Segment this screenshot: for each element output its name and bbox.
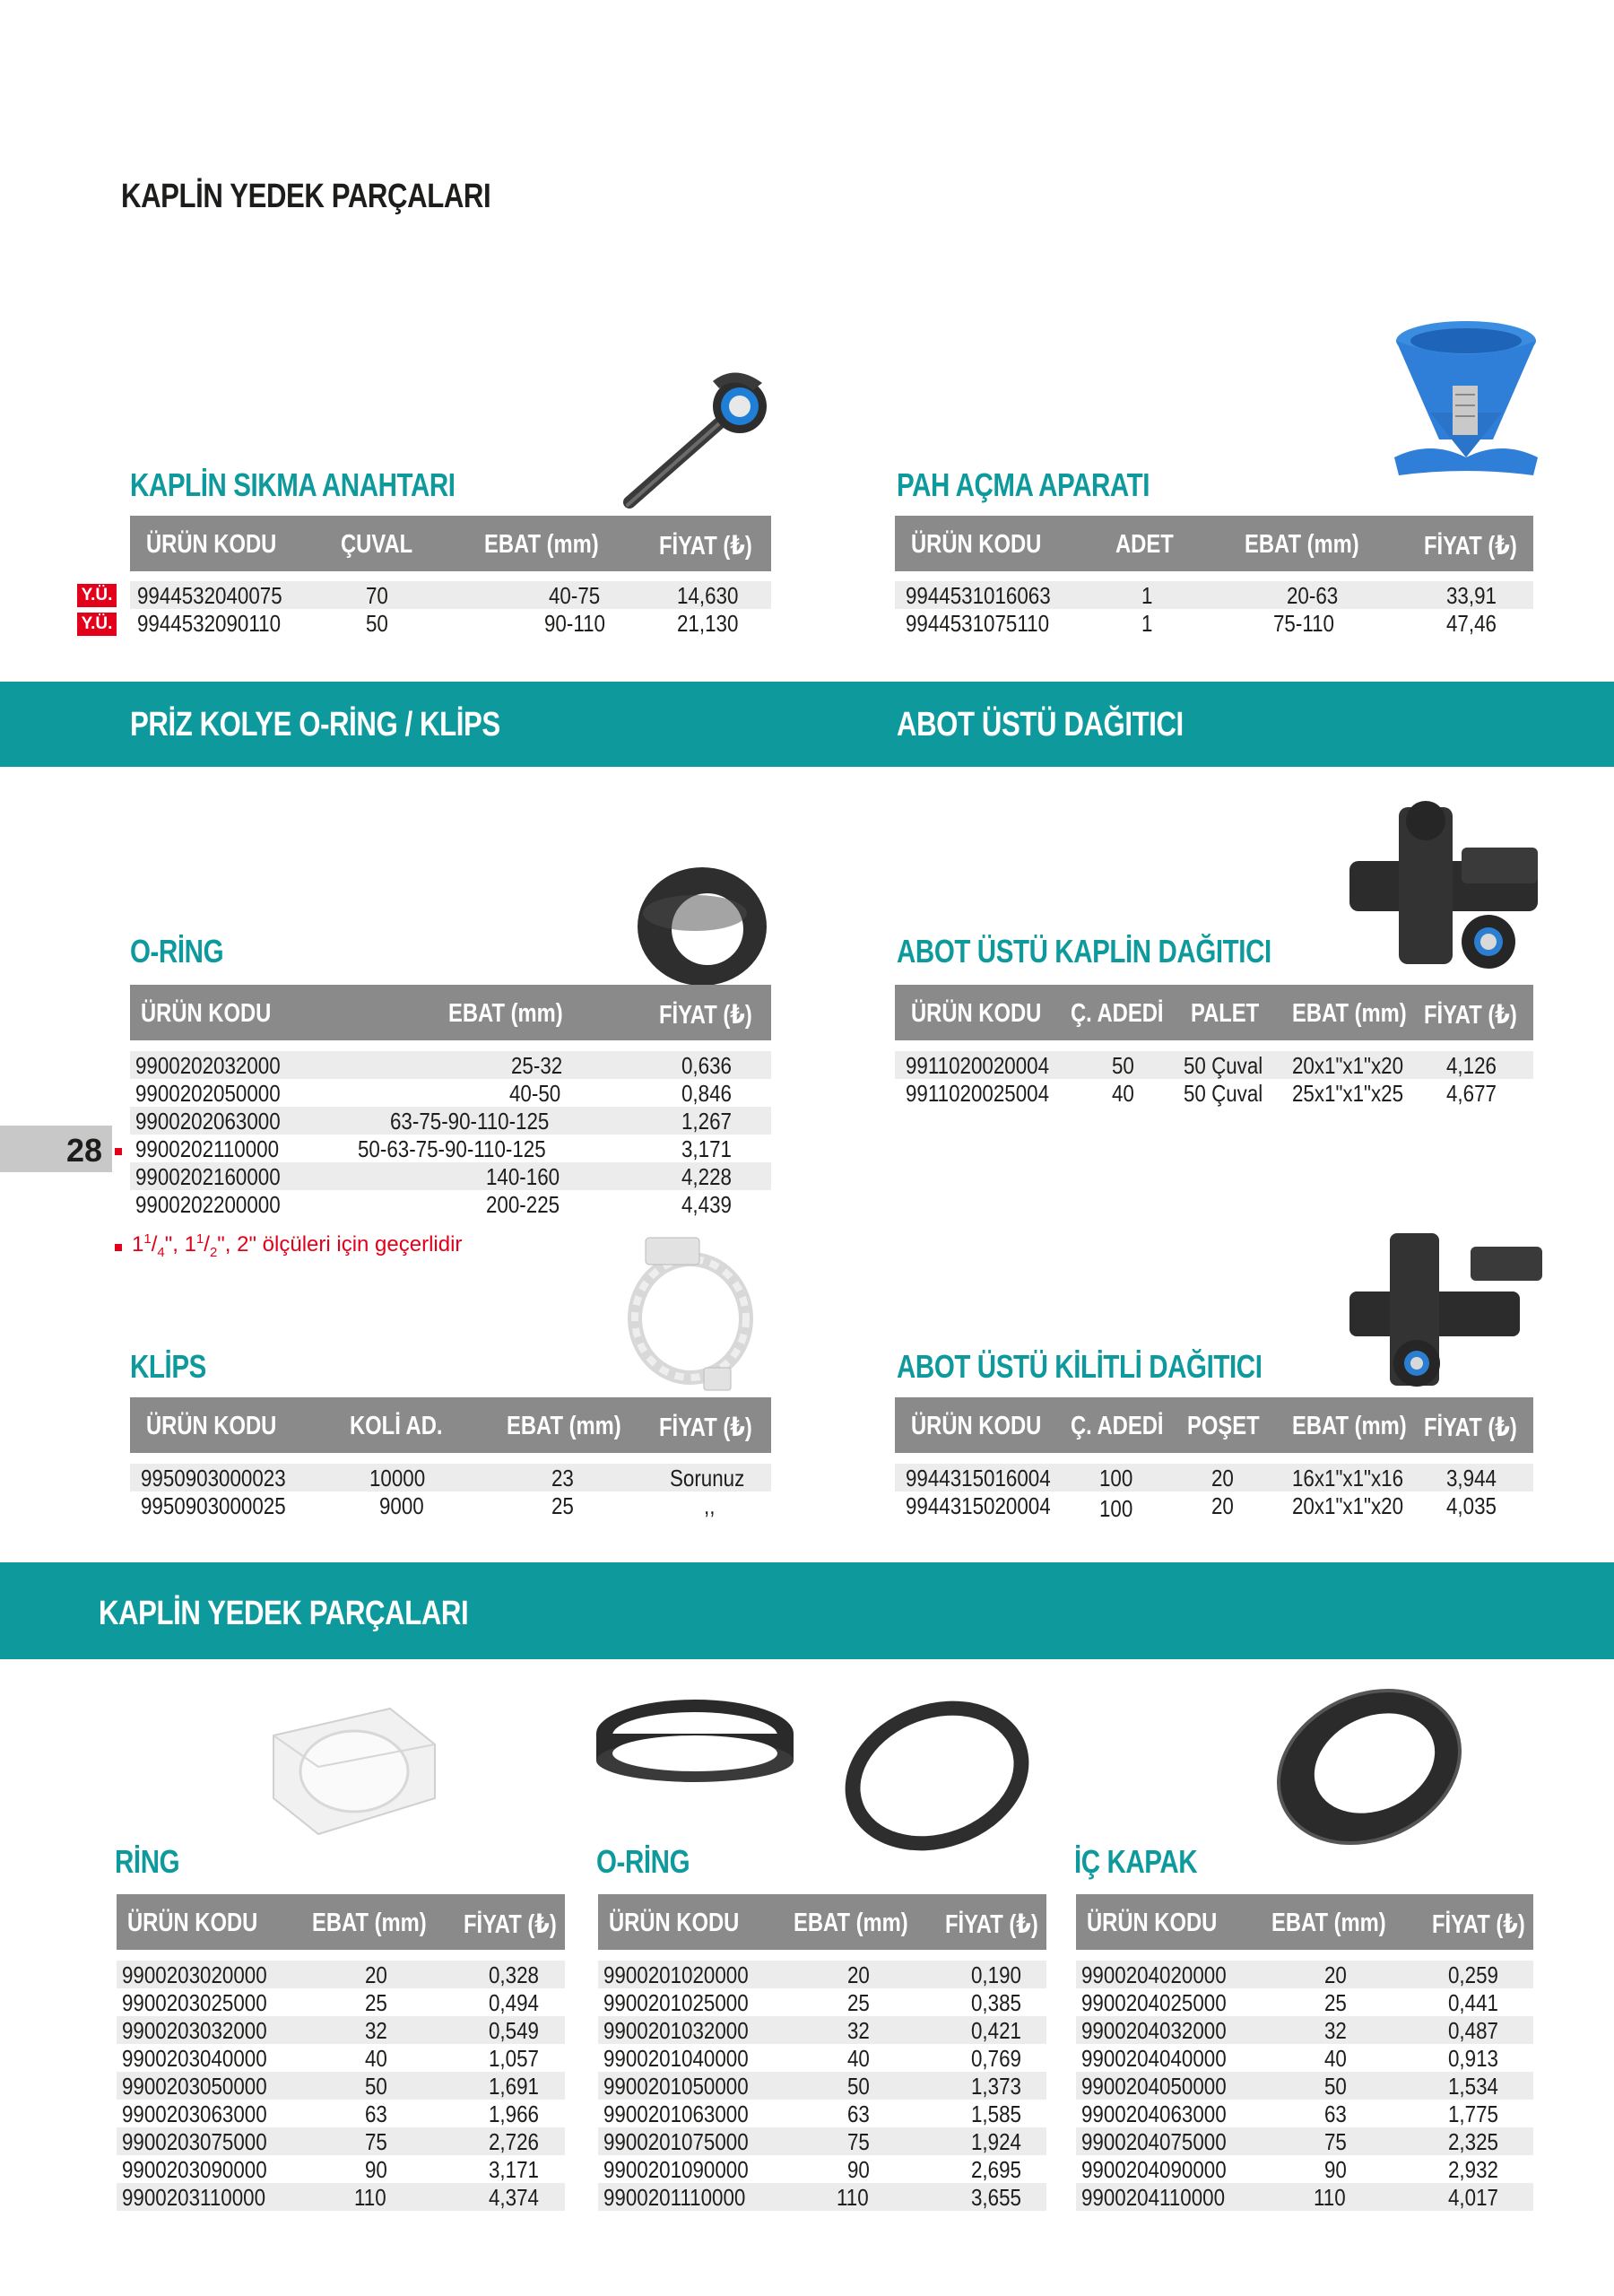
ring-table-body (117, 1961, 565, 2211)
table-row: 9944532040075 70 40-75 14,630 (130, 581, 771, 609)
table-row: 9900204063000 63 1,775 (1081, 2100, 1498, 2127)
abot-kaplin-table-body (895, 1051, 1533, 1109)
oring2-table-header: ÜRÜN KODU EBAT (mm) FİYAT (₺) (598, 1894, 1046, 1950)
abot-kilitli-table-body (895, 1464, 1533, 1521)
col-fiyat: FİYAT (₺) (659, 532, 752, 561)
table-row: 9900203040000 40 1,057 (122, 2045, 539, 2072)
table-row: 9950903000025 9000 25 ,, (141, 1492, 716, 1519)
band-title-right: ABOT ÜSTÜ DAĞITICI (897, 706, 1184, 744)
chamfer-tool-product-image (1376, 314, 1547, 489)
table-row: 9900201110000 110 3,655 (598, 2183, 1046, 2211)
klips-title: KLİPS (130, 1348, 206, 1385)
distributor-product-image (1345, 798, 1547, 973)
table-row: 9900204075000 75 2,325 (1076, 2127, 1533, 2155)
table-row: 9900201032000 32 0,421 (598, 2016, 1046, 2044)
table-row: 9900201040000 40 0,769 (603, 2045, 1021, 2072)
table-row: 9900204020000 20 0,259 (1076, 1961, 1533, 1988)
table-row: 9900203025000 25 0,494 (122, 1989, 539, 2016)
table-row: 9900204090000 90 2,932 (1081, 2156, 1498, 2183)
table-row: 9944531075110 1 75-110 47,46 (906, 610, 1497, 637)
oring1-table-header: ÜRÜN KODU EBAT (mm) FİYAT (₺) (130, 985, 771, 1040)
table-row: 9900202110000 50-63-75-90-110-125 3,171 (135, 1135, 732, 1162)
table-row: 9900202160000 140-160 4,228 (130, 1162, 771, 1190)
yu-badge: Y.Ü. (77, 584, 117, 607)
table-row: 9944531016063 1 20-63 33,91 (895, 581, 1533, 609)
sikma-table-body (130, 581, 771, 639)
oring2-table-body (598, 1961, 1046, 2211)
oring-product-image (632, 859, 771, 989)
marker-square (115, 1244, 122, 1251)
col-urun-kodu: ÜRÜN KODU (146, 530, 277, 559)
ickapak-title: İÇ KAPAK (1074, 1843, 1198, 1880)
table-row: 9900202200000 200-225 4,439 (135, 1191, 732, 1218)
abot-kilitli-table-header: ÜRÜN KODU Ç. ADEDİ POŞET EBAT (mm) FİYAT (₺) (895, 1397, 1533, 1453)
table-row: 9900203020000 20 0,328 (117, 1961, 565, 1988)
table-row: 9944315016004 100 20 16x1"x1"x16 3,944 (895, 1464, 1533, 1492)
table-row: 9900203090000 90 3,171 (122, 2156, 539, 2183)
table-row: 9900204110000 110 4,017 (1076, 2183, 1533, 2211)
wrench-product-image (619, 363, 776, 511)
table-row: 9900203032000 32 0,549 (117, 2016, 565, 2044)
table-row: 9900201050000 50 1,373 (598, 2072, 1046, 2100)
col-ebat: EBAT (mm) (484, 530, 599, 559)
table-row: 9900203050000 50 1,691 (117, 2072, 565, 2100)
table-row: 9900204025000 25 0,441 (1081, 1989, 1498, 2016)
inner-cap-product-image (1269, 1686, 1471, 1843)
ring-title: RİNG (115, 1843, 180, 1880)
col-cuval: ÇUVAL (341, 530, 413, 559)
pah-table-header: ÜRÜN KODU ADET EBAT (mm) FİYAT (₺) (895, 516, 1533, 571)
table-row: 9900202050000 40-50 0,846 (135, 1080, 732, 1107)
klips-table-body (130, 1464, 771, 1521)
klips-table-header: ÜRÜN KODU KOLİ AD. EBAT (mm) FİYAT (₺) (130, 1397, 771, 1453)
locking-distributor-product-image (1345, 1229, 1547, 1395)
sikma-table-header (130, 516, 771, 571)
oring1-table-body (130, 1051, 771, 1218)
oring2-title: O-RİNG (596, 1843, 690, 1880)
table-row: 9900204050000 50 1,534 (1076, 2072, 1533, 2100)
marker-square (115, 1148, 122, 1155)
table-row: 9911020025004 40 50 Çuval 25x1"x1"x25 4,677 (906, 1080, 1497, 1107)
table-row: 9911020020004 50 50 Çuval 20x1"x1"x20 4,126 (895, 1051, 1533, 1079)
table-row: 9900201090000 90 2,695 (603, 2156, 1021, 2183)
table-row: 9944532090110 50 90-110 21,130 (137, 610, 739, 637)
clip-product-image (619, 1238, 762, 1395)
ring-product-image (256, 1700, 439, 1843)
band-title: KAPLİN YEDEK PARÇALARI (99, 1595, 469, 1632)
pah-title: PAH AÇMA APARATI (897, 466, 1150, 503)
page-number-tab (0, 1126, 112, 1172)
table-row: 9900202032000 25-32 0,636 (130, 1051, 771, 1079)
band-title-left: PRİZ KOLYE O-RİNG / KLİPS (130, 706, 500, 744)
page-number: 28 (66, 1132, 103, 1169)
size-note: $1^1/_4$", $1^1/_2$", 2" ölçüleri için geçerlidir (132, 1231, 463, 1260)
table-row: 9900204040000 40 0,913 (1081, 2045, 1498, 2072)
table-row: 9900201063000 63 1,585 (603, 2100, 1021, 2127)
table-row: 9900203063000 63 1,966 (122, 2100, 539, 2127)
section-band (0, 682, 1614, 767)
abot-kaplin-title: ABOT ÜSTÜ KAPLİN DAĞITICI (897, 933, 1271, 970)
table-row: 9900202063000 63-75-90-110-125 1,267 (130, 1107, 771, 1135)
table-row: 9950903000023 10000 23 Sorunuz (130, 1464, 771, 1492)
oring-product-image (587, 1691, 1049, 1852)
ickapak-table-body (1076, 1961, 1533, 2211)
table-row: 9900201075000 75 1,924 (598, 2127, 1046, 2155)
oring1-title: O-RİNG (130, 933, 224, 970)
page-title: KAPLİN YEDEK PARÇALARI (121, 178, 491, 215)
table-row: 9900201025000 25 0,385 (603, 1989, 1021, 2016)
ickapak-table-header: ÜRÜN KODU EBAT (mm) FİYAT (₺) (1076, 1894, 1533, 1950)
table-row: 9900203110000 110 4,374 (117, 2183, 565, 2211)
section-band (0, 1562, 1614, 1659)
table-row: 9900201020000 20 0,190 (598, 1961, 1046, 1988)
table-row: 9900203075000 75 2,726 (117, 2127, 565, 2155)
sikma-title: KAPLİN SIKMA ANAHTARI (130, 466, 456, 503)
yu-badge: Y.Ü. (77, 613, 117, 636)
abot-kilitli-title: ABOT ÜSTÜ KİLİTLİ DAĞITICI (897, 1348, 1263, 1385)
pah-table-body (895, 581, 1533, 639)
ring-table-header: ÜRÜN KODU EBAT (mm) FİYAT (₺) (117, 1894, 565, 1950)
table-row: 9944315020004 100 20 20x1"x1"x20 4,035 (906, 1492, 1497, 1522)
abot-kaplin-table-header: ÜRÜN KODU Ç. ADEDİ PALET EBAT (mm) FİYAT (₺) (895, 985, 1533, 1040)
table-row: 9900204032000 32 0,487 (1076, 2016, 1533, 2044)
